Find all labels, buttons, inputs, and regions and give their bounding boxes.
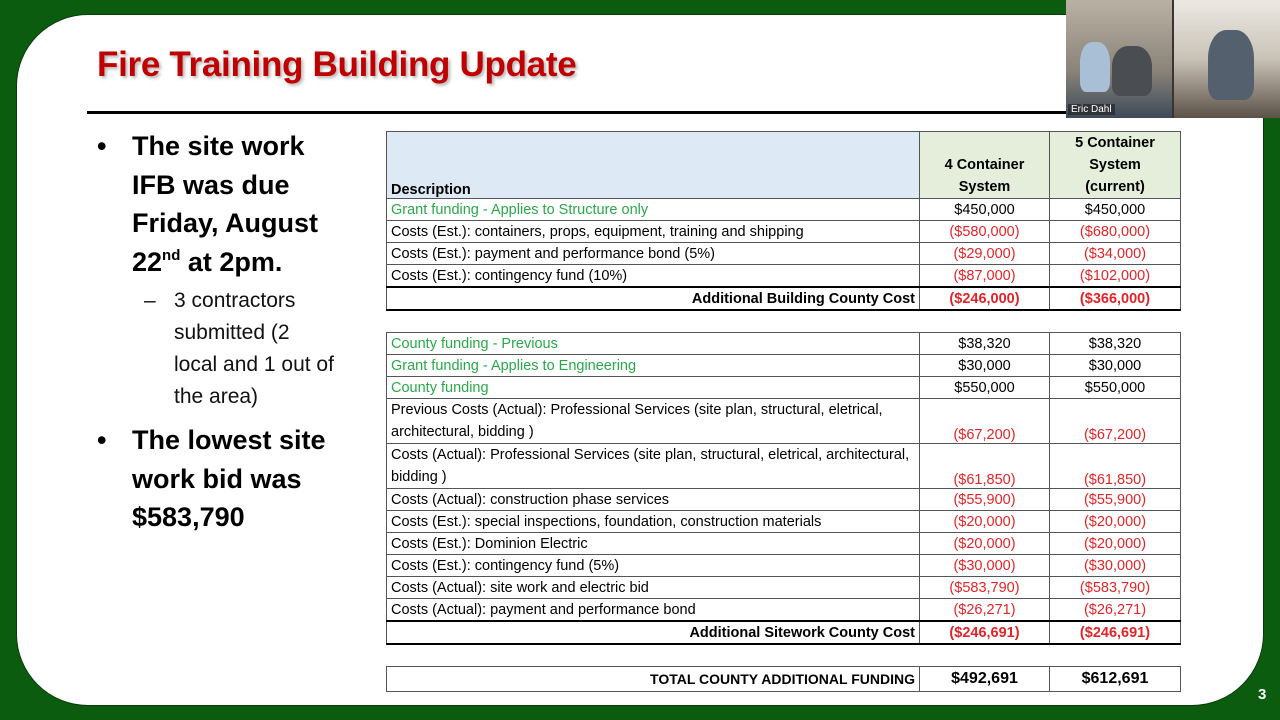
row-description: Costs (Actual): site work and electric bid [387,577,920,599]
building-subtotal-row-4-container: ($246,000) [920,287,1050,310]
total-funding-row-5-container: $612,691 [1050,667,1181,692]
table-row [387,533,1181,555]
bullet-text: The site work IFB was due Friday, August 22 [132,131,319,277]
row-value-5-container: ($20,000) [1050,533,1181,555]
presenter-figure [1208,30,1254,100]
row-value-5-container: $38,320 [1050,333,1181,355]
row-value-4-container: ($20,000) [920,511,1050,533]
dash-icon: – [144,289,156,312]
bullet-text-tail: at 2pm. [180,246,283,277]
title-divider [87,111,1087,114]
header-5-container [1050,132,1181,199]
row-description: Costs (Est.): contingency fund (5%) [387,555,920,577]
table-row [387,333,1181,355]
bullet-list [97,127,337,537]
row-value-5-container: $30,000 [1050,355,1181,377]
participant-name: Eric Dahl [1068,104,1115,115]
video-pane-presenter [1174,0,1280,118]
spacer-cell [387,310,920,333]
slide-title: Fire Training Building Update [97,45,577,84]
row-description: Costs (Est.): Dominion Electric [387,533,920,555]
building-subtotal-row-label: Additional Building County Cost [387,287,920,310]
bullet-text: The lowest site work bid was $583,790 [132,425,326,532]
row-value-4-container: ($583,790) [920,577,1050,599]
total-funding-row-label: TOTAL COUNTY ADDITIONAL FUNDING [387,667,920,692]
row-value-4-container: $30,000 [920,355,1050,377]
spacer-cell [1050,644,1181,667]
table-row [387,377,1181,399]
row-description: County funding [387,377,920,399]
row-value-4-container: ($580,000) [920,221,1050,243]
header-5-container-label: 5 Container System (current) [1075,135,1155,195]
row-description: Grant funding - Applies to Structure only [387,199,920,221]
row-description: Costs (Est.): containers, props, equipment, training and shipping [387,221,920,243]
spacer-cell [387,644,920,667]
table-row [387,399,1181,444]
sitework-subtotal-row [387,621,1181,644]
row-description: County funding - Previous [387,333,920,355]
row-description: Costs (Est.): payment and performance bond (5%) [387,243,920,265]
row-value-5-container: ($30,000) [1050,555,1181,577]
sub-bullet-contractors [97,285,337,413]
row-description: Costs (Actual): Professional Services (site plan, structural, eletrical, architectural, bidding ) [387,444,920,489]
header-4-container [920,132,1050,199]
row-value-4-container: ($30,000) [920,555,1050,577]
row-value-4-container: ($20,000) [920,533,1050,555]
table-row [387,243,1181,265]
table-row [387,489,1181,511]
table-row [387,199,1181,221]
spacer-cell [920,310,1050,333]
row-value-4-container: ($26,271) [920,599,1050,622]
ordinal-suffix: nd [162,246,181,264]
row-value-5-container: $550,000 [1050,377,1181,399]
row-description: Costs (Actual): construction phase services [387,489,920,511]
row-value-4-container: ($29,000) [920,243,1050,265]
bullet-ifb-due [97,127,337,281]
row-description: Costs (Est.): special inspections, foundation, construction materials [387,511,920,533]
table-row [387,511,1181,533]
row-value-4-container: ($67,200) [920,399,1050,444]
row-value-5-container: ($55,900) [1050,489,1181,511]
table-row [387,444,1181,489]
row-value-5-container: ($583,790) [1050,577,1181,599]
row-value-4-container: $450,000 [920,199,1050,221]
building-subtotal-row [387,287,1181,310]
table-row [387,577,1181,599]
header-4-container-label: 4 Container System [944,157,1025,195]
row-value-4-container: ($87,000) [920,265,1050,288]
row-description: Grant funding - Applies to Engineering [387,355,920,377]
row-description: Costs (Actual): payment and performance bond [387,599,920,622]
spacer-cell [1050,310,1181,333]
total-funding-row-4-container: $492,691 [920,667,1050,692]
row-value-5-container: ($34,000) [1050,243,1181,265]
row-value-5-container: ($61,850) [1050,444,1181,489]
row-value-5-container: ($102,000) [1050,265,1181,288]
row-value-5-container: ($20,000) [1050,511,1181,533]
table-row [387,355,1181,377]
spacer-cell [920,644,1050,667]
row-value-5-container: $450,000 [1050,199,1181,221]
row-value-4-container: $550,000 [920,377,1050,399]
row-description: Costs (Est.): contingency fund (10%) [387,265,920,288]
table-row [387,555,1181,577]
table-row [387,265,1181,288]
participant-figure [1112,46,1152,96]
page-number: 3 [1258,686,1267,703]
header-description: Description [387,132,920,199]
table-header-row [387,132,1181,199]
video-pane-room [1066,0,1172,118]
table-spacer-row [387,644,1181,667]
video-feed[interactable] [1066,0,1280,118]
table-row [387,221,1181,243]
row-value-4-container: $38,320 [920,333,1050,355]
row-value-4-container: ($61,850) [920,444,1050,489]
sitework-subtotal-row-4-container: ($246,691) [920,621,1050,644]
sitework-subtotal-row-label: Additional Sitework County Cost [387,621,920,644]
sitework-subtotal-row-5-container: ($246,691) [1050,621,1181,644]
bullet-dot-icon: • [97,425,107,455]
table-row [387,599,1181,622]
row-description: Previous Costs (Actual): Professional Services (site plan, structural, eletrical, architectural, bidding ) [387,399,920,444]
row-value-5-container: ($26,271) [1050,599,1181,622]
total-funding-row [387,667,1181,692]
table-spacer-row [387,310,1181,333]
row-value-5-container: ($67,200) [1050,399,1181,444]
row-value-5-container: ($680,000) [1050,221,1181,243]
participant-figure [1080,42,1110,92]
row-value-4-container: ($55,900) [920,489,1050,511]
sub-bullet-text: 3 contractors submitted (2 local and 1 out of the area) [174,289,334,408]
funding-table [386,131,1181,692]
bullet-dot-icon: • [97,131,107,161]
building-subtotal-row-5-container: ($366,000) [1050,287,1181,310]
bullet-lowest-bid [97,421,337,537]
